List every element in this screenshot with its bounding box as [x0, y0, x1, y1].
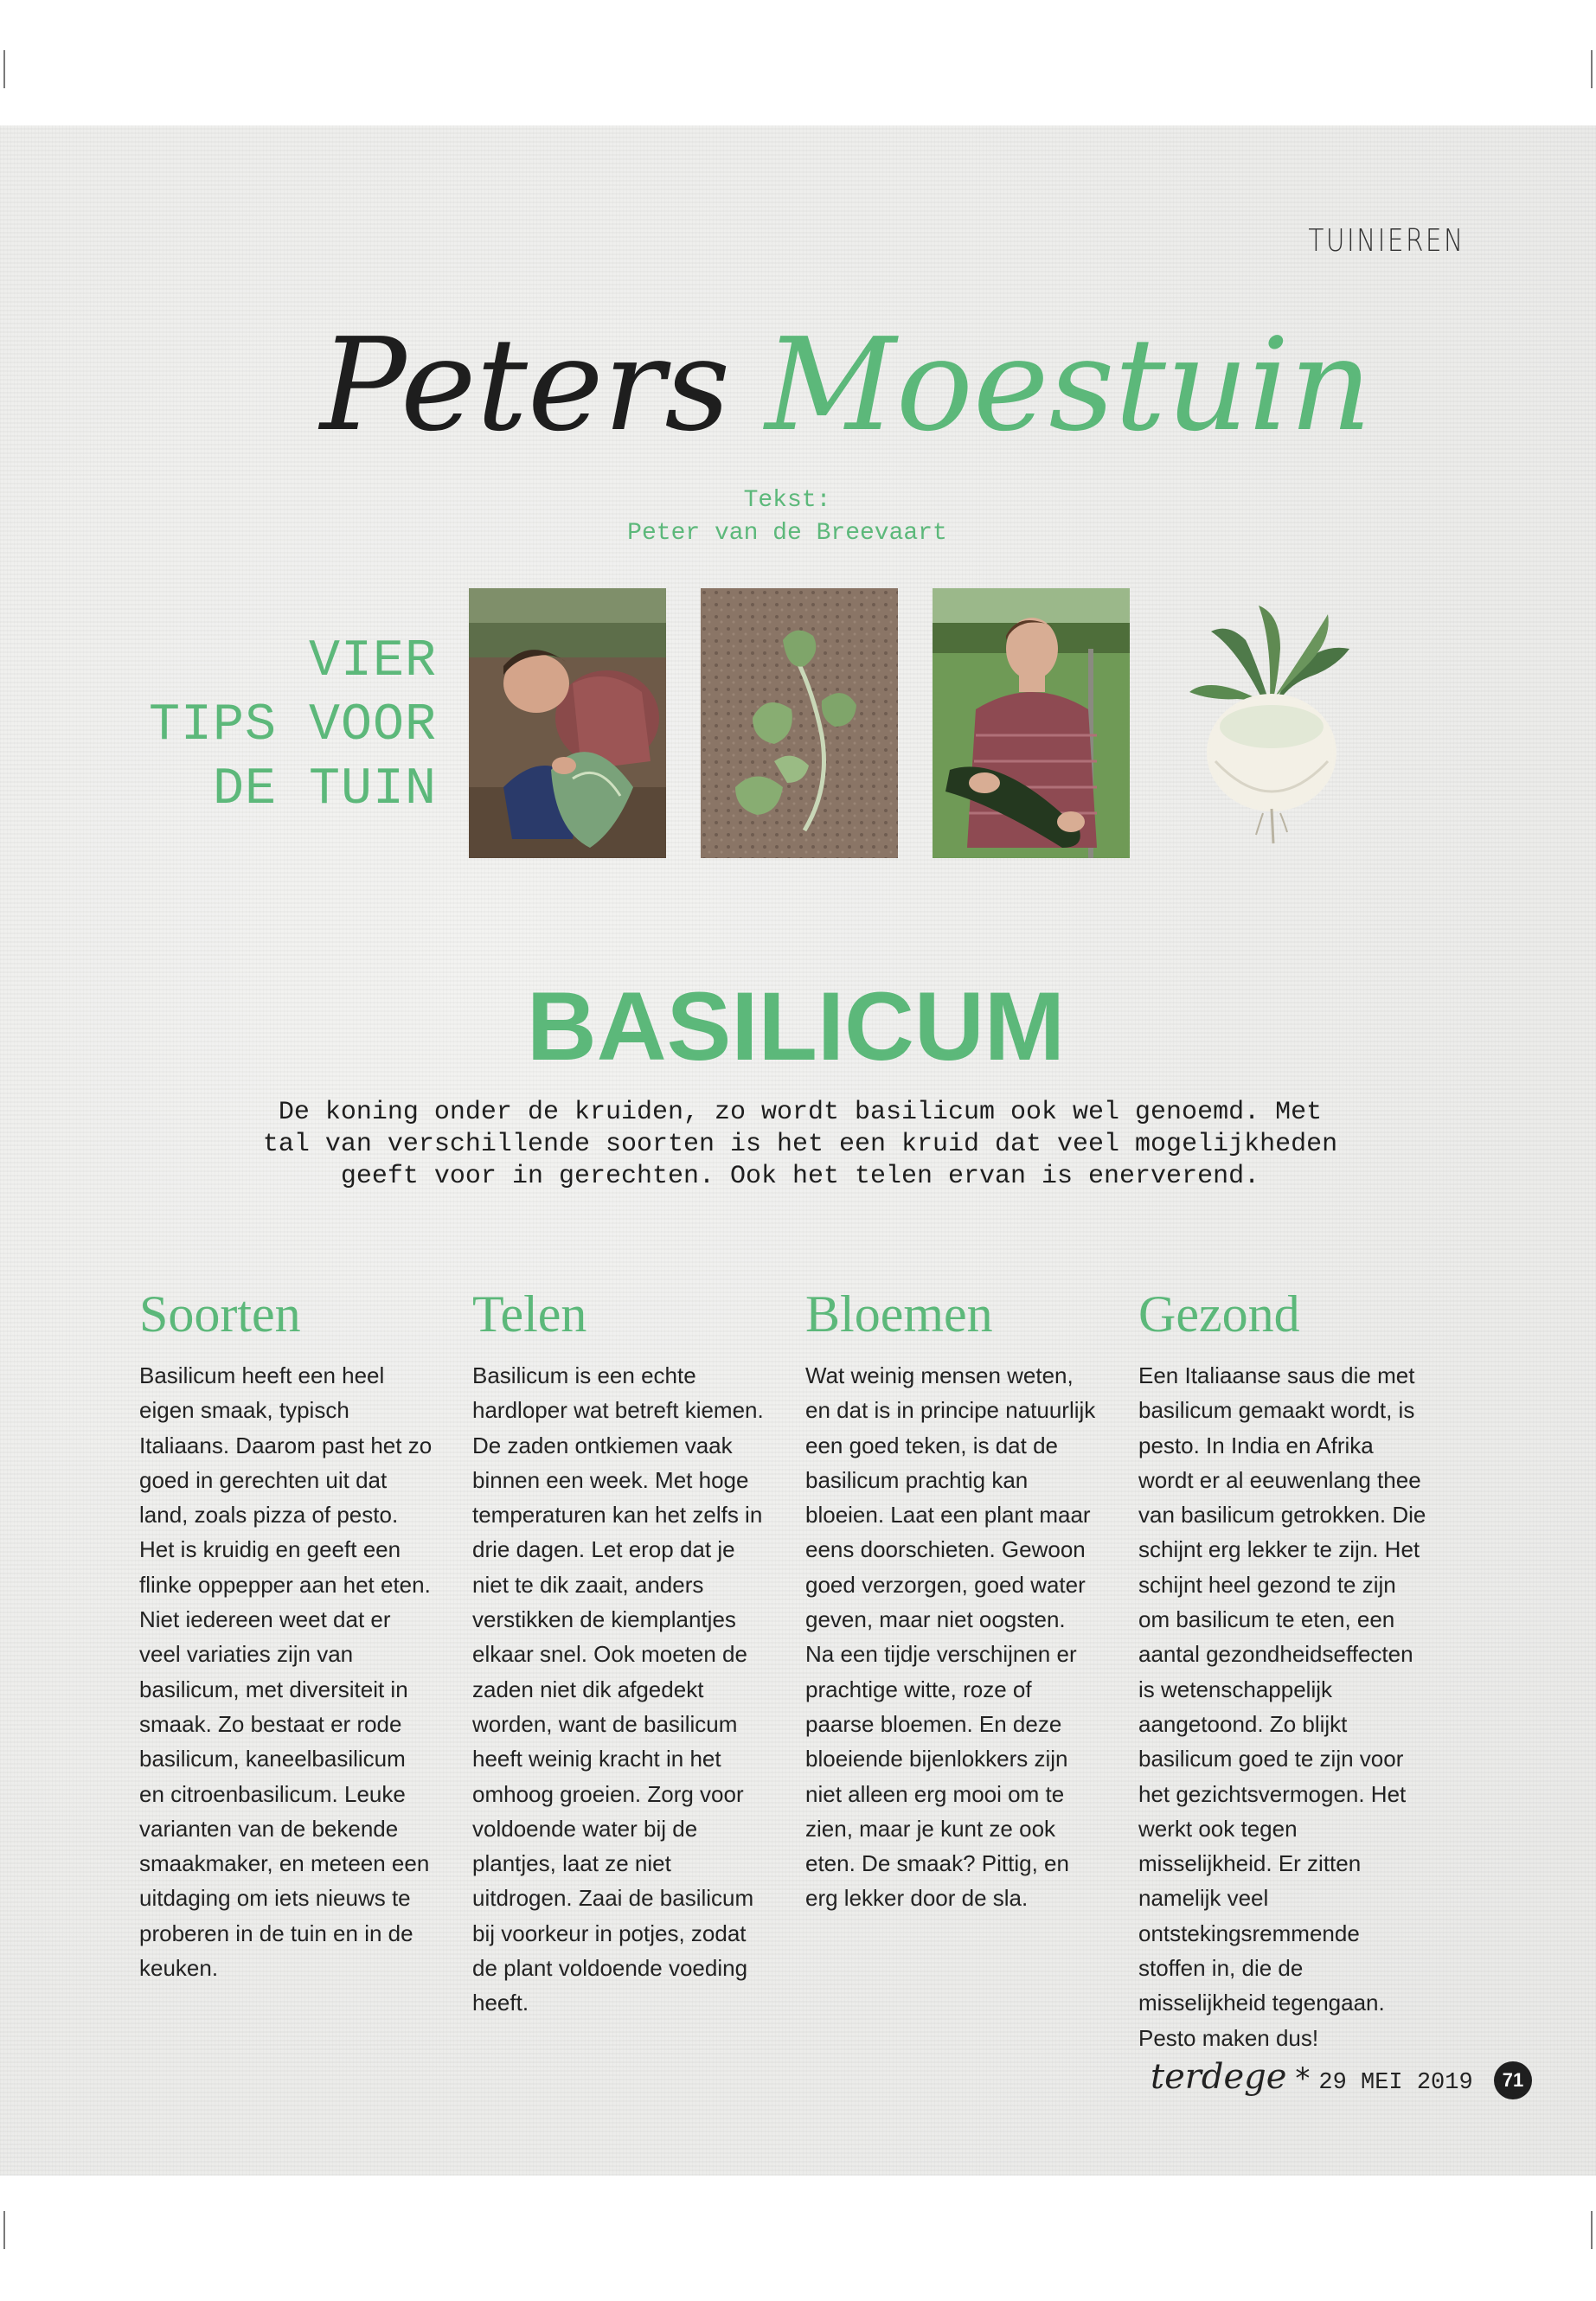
magazine-logo: terdege: [1151, 2057, 1287, 2097]
column-text: Basilicum is een echte hardloper wat betreft kiemen. De zaden ontkiemen vaak binnen een week. Met hoge temperaturen kan het zelfs in drie dagen. Let erop dat je niet te dik zaait, anders verstikken de kiemplantjes elkaar snel. Ook moeten de zaden niet dik afgedekt worden, want de basilicum heeft weinig kracht in het omhoog groeien. Zorg voor voldoende water bij de plantjes, laat ze niet uitdrogen. Zaai de basilicum bij voorkeur in potjes, zodat de plant voldoende voeding heeft.: [472, 1362, 764, 2016]
section-label: TUINIEREN: [1308, 223, 1465, 259]
page-footer: [1151, 2057, 1473, 2106]
column-heading: Telen: [472, 1285, 587, 1343]
column-heading: Bloemen: [805, 1285, 993, 1343]
crop-mark: [1591, 2211, 1593, 2249]
photo-gardener-kneeling: [469, 588, 666, 858]
page-number: 71: [1494, 2061, 1532, 2099]
article-intro: De koning onder de kruiden, zo wordt basilicum ook wel genoemd. Met tal van verschillende soorten is het een kruid dat veel mogelijkheden geeft voor in gerechten. Ook het telen ervan is enerverend.: [262, 1098, 1338, 1191]
crop-mark: [1591, 50, 1593, 88]
column-text: Een Italiaanse saus die met basilicum gemaakt wordt, is pesto. In India en Afrika wordt er al eeuwenlang thee van basilicum getrokken. Die schijnt erg lekker te zijn. Het schijnt heel gezond te zijn om basilicum te eten, een aantal gezondheidseffecten is wetenschappelijk aangetoond. Zo blijkt basilicum goed te zijn voor het gezichtsvermogen. Het werkt ook tegen misselijkheid. Er zitten namelijk veel ontstekingsremmende stoffen in, die de misselijkheid tegengaan. Pesto maken dus!: [1138, 1362, 1426, 2051]
column-soorten: [139, 1280, 433, 1985]
article-headline: BASILICUM: [526, 972, 1066, 1080]
crop-mark: [3, 2211, 5, 2249]
photo-gardener-with-courgette: [933, 588, 1130, 858]
page-title: [320, 303, 1372, 467]
column-telen: [472, 1280, 766, 2021]
tips-line: VIER: [308, 632, 437, 691]
tips-line: DE TUIN: [212, 760, 437, 819]
column-gezond: [1138, 1280, 1433, 2055]
credit-author: Peter van de Breevaart: [627, 520, 947, 547]
photo-seedling-in-soil: [701, 588, 898, 858]
title-word-peters: Peters: [320, 311, 731, 459]
asterisk-icon: *: [1295, 2061, 1311, 2096]
tips-line: TIPS VOOR: [148, 696, 437, 755]
issue-date: 29 MEI 2019: [1318, 2070, 1473, 2096]
crop-mark: [3, 50, 5, 88]
column-text: Wat weinig mensen weten, en dat is in principe natuurlijk een goed teken, is dat de basilicum prachtig kan bloeien. Laat een plant maar eens doorschieten. Gewoon goed verzorgen, goed water geven, maar niet oogsten. Na een tijdje verschijnen er prachtige witte, roze of paarse bloemen. En deze bloeiende bijenlokkers zijn niet alleen erg mooi om te zien, maar je kunt ze ook eten. De smaak? Pittig, en erg lekker door de sla.: [805, 1362, 1096, 1912]
author-credit: [554, 484, 1021, 550]
title-word-moestuin: Moestuin: [765, 311, 1372, 459]
column-heading: Soorten: [139, 1285, 301, 1343]
turnip-illustration: [1176, 597, 1367, 848]
column-heading: Gezond: [1138, 1285, 1300, 1343]
column-bloemen: [805, 1280, 1099, 1916]
tips-heading: [138, 630, 437, 822]
credit-label: Tekst:: [743, 487, 831, 514]
column-text: Basilicum heeft een heel eigen smaak, typisch Italiaans. Daarom past het zo goed in gerechten uit dat land, zoals pizza of pesto. Het is kruidig en geeft een flinke oppepper aan het eten. Niet iedereen weet dat er veel variaties zijn van basilicum, met diversiteit in smaak. Zo bestaat er rode basilicum, kaneelbasilicum en citroenbasilicum. Leuke varianten van de bekende smaakmaker, en meteen een uitdaging om iets nieuws te proberen in de tuin en in de keuken.: [139, 1362, 433, 1982]
